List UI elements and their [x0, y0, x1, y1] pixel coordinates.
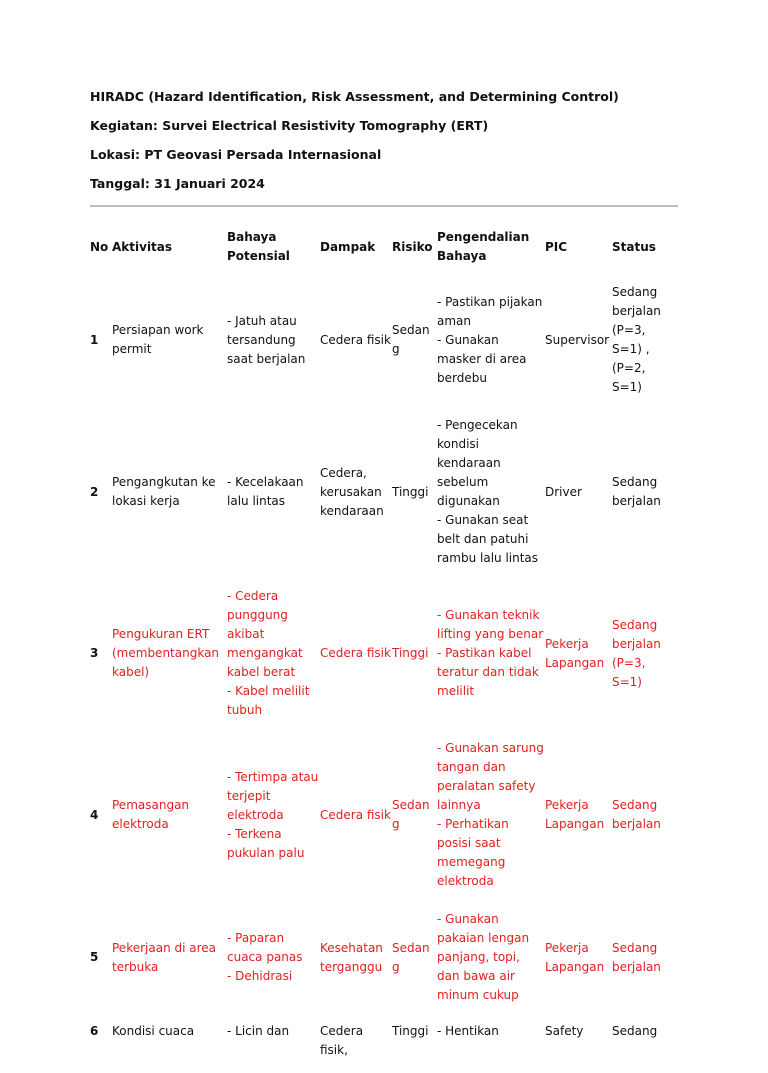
row-dampak: Cedera, kerusakan kendaraan — [320, 465, 384, 518]
row-pengendalian: - Gunakan teknik lifting yang benar - Pastikan kabel teratur dan tidak melilit — [437, 608, 544, 698]
row-dampak: Cedera fisik — [320, 807, 391, 822]
row-aktivitas: Kondisi cuaca — [112, 1024, 195, 1038]
activity-line: Kegiatan: Survei Electrical Resistivity Tomography (ERT) — [90, 118, 489, 133]
row-risiko: Sedang — [392, 798, 430, 831]
row-bahaya: - Cedera punggung akibat mengangkat kabel berat - Kabel melilit tubuh — [227, 589, 310, 717]
row-no: 1 — [90, 332, 99, 347]
col-header-pengendalian: Pengendalian Bahaya — [437, 230, 530, 263]
row-aktivitas: Pengangkutan ke lokasi kerja — [112, 475, 216, 508]
col-header-pic: PIC — [545, 239, 568, 254]
row-pengendalian: - Gunakan sarung tangan dan peralatan safety lainnya - Perhatikan posisi saat memegang elektroda — [437, 741, 544, 888]
col-header-bahaya: Bahaya Potensial — [227, 230, 290, 263]
col-header-no: No — [90, 239, 109, 254]
row-aktivitas: Pekerjaan di area terbuka — [112, 940, 217, 974]
date-line: Tanggal: 31 Januari 2024 — [90, 176, 265, 191]
row-status: Sedang berjalan — [612, 940, 661, 974]
row-bahaya: - Jatuh atau tersandung saat berjalan — [227, 313, 306, 366]
row-risiko: Tinggi — [392, 646, 429, 660]
row-aktivitas: Persiapan work permit — [112, 323, 204, 356]
table-row — [90, 410, 678, 581]
row-risiko: Tinggi — [392, 1024, 429, 1038]
row-status: Sedang — [612, 1024, 658, 1038]
table-row — [90, 1018, 678, 1073]
row-bahaya: - Licin dan — [227, 1024, 290, 1038]
row-pic: Safety — [545, 1024, 584, 1038]
row-aktivitas: Pemasangan elektroda — [112, 798, 190, 831]
row-bahaya: - Paparan cuaca panas - Dehidrasi — [227, 931, 303, 983]
row-no: 6 — [90, 1024, 99, 1038]
table-row — [90, 277, 678, 410]
row-risiko: Sedang — [392, 940, 430, 974]
row-pic: Pekerja Lapangan — [545, 940, 605, 974]
row-pic: Driver — [545, 484, 582, 499]
row-status: Sedang berjalan — [612, 475, 661, 508]
row-pic: Pekerja Lapangan — [545, 798, 605, 831]
col-header-dampak: Dampak — [320, 239, 376, 254]
row-risiko: Sedang — [392, 323, 430, 356]
document-title: HIRADC (Hazard Identification, Risk Assessment, and Determining Control) — [90, 89, 619, 104]
row-no: 5 — [90, 950, 99, 964]
row-pengendalian: - Hentikan — [437, 1024, 499, 1038]
location-line: Lokasi: PT Geovasi Persada Internasional — [90, 147, 382, 162]
row-pengendalian: - Gunakan pakaian lengan panjang, topi, dan bawa air minum cukup — [437, 912, 530, 1002]
row-dampak: Cedera fisik, — [320, 1024, 364, 1057]
row-risiko: Tinggi — [392, 484, 429, 499]
row-no: 3 — [90, 646, 99, 660]
row-bahaya: - Kecelakaan lalu lintas — [227, 475, 304, 508]
col-header-risiko: Risiko — [392, 239, 433, 254]
document-page — [90, 88, 678, 1073]
table-row — [90, 733, 678, 904]
row-pengendalian: - Pastikan pijakan aman - Gunakan masker di area berdebu — [437, 294, 543, 385]
row-status: Sedang berjalan (P=3, S=1) , (P=2, S=1) — [612, 285, 661, 394]
row-aktivitas: Pengukuran ERT (membentangkan kabel) — [112, 627, 220, 679]
row-dampak: Cedera fisik — [320, 332, 391, 347]
row-no: 2 — [90, 484, 99, 499]
row-pic: Supervisor — [545, 332, 610, 347]
row-status: Sedang berjalan — [612, 798, 661, 831]
table-row — [90, 581, 678, 733]
row-dampak: Cedera fisik — [320, 646, 391, 660]
row-bahaya: - Tertimpa atau terjepit elektroda - Terkena pukulan palu — [227, 769, 319, 860]
col-header-aktivitas: Aktivitas — [112, 239, 173, 254]
header-divider — [90, 205, 678, 207]
row-pic: Pekerja Lapangan — [545, 636, 605, 670]
col-header-status: Status — [612, 239, 656, 254]
row-dampak: Kesehatan terganggu — [320, 940, 383, 974]
hiradc-table — [90, 228, 678, 1073]
table-header-row — [90, 228, 678, 277]
row-pengendalian: - Pengecekan kondisi kendaraan sebelum digunakan - Gunakan seat belt dan patuhi rambu lalu lintas — [437, 418, 539, 565]
row-no: 4 — [90, 807, 99, 822]
row-status: Sedang berjalan (P=3, S=1) — [612, 617, 661, 689]
table-row — [90, 904, 678, 1018]
